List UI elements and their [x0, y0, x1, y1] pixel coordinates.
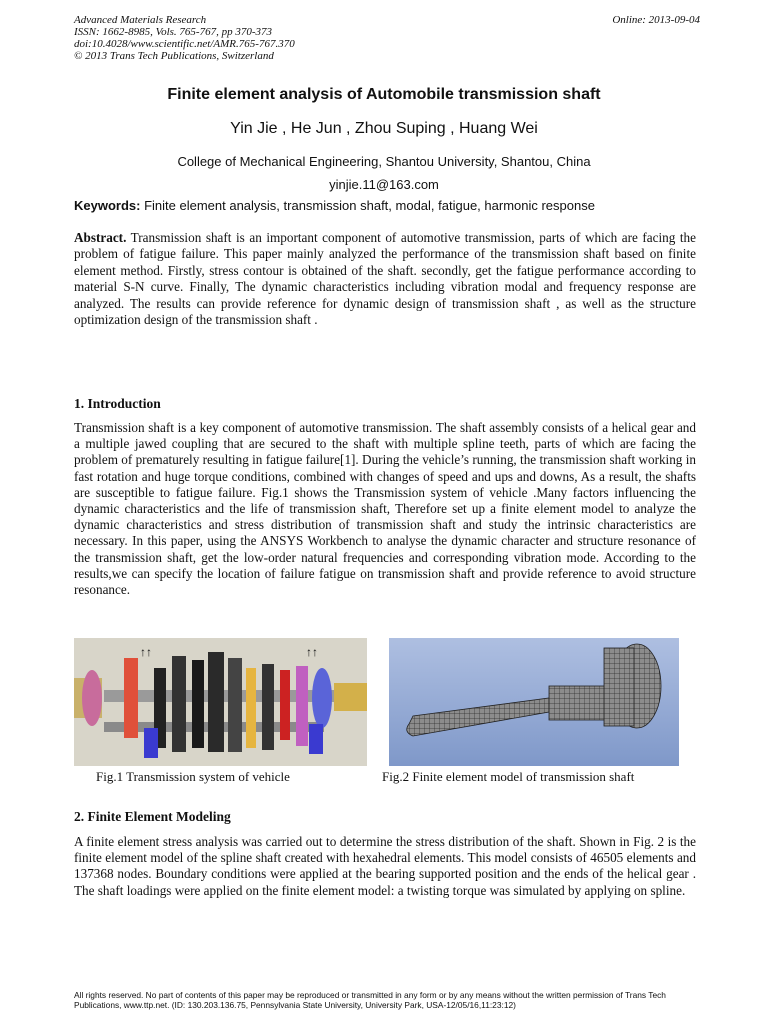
- online-date: Online: 2013-09-04: [612, 14, 700, 26]
- keywords-line: [74, 198, 595, 213]
- journal-name: Advanced Materials Research: [74, 14, 207, 26]
- introduction-text: Transmission shaft is a key component of automotive transmission. The shaft assembly consists of a helical gear and a multiple jawed coupling that are secured to the shaft with multiple spline teeth, parts of which are facing the problem of prematurely resulting in fatigue failure[1]. During the vehicle’s running, the transmission shaft working in fast rotation and huge torque conditions, combined with changes of speed and ups and downs, As a result, the shafts are susceptible to fatigue failure. Fig.1 shows the Transmission system of vehicle .Many factors influencing the dynamic characteristics and the life of transmission shaft, Therefore set up a finite element model to analyze the dynamic characteristics and stress distribution of transmission shaft and study the intrinsic characteristics are necessary. In this paper, using the ANSYS Workbench to analyse the dynamic character and structure resonance of the transmission shaft, get the low-order natural frequencies and corresponding vibration mode. According to the results,we can specify the location of failure fatigue on transmission shaft and provide reference to avoid structure resonance.: [74, 420, 696, 598]
- figure-1-transmission-image: [74, 638, 367, 766]
- section-2-heading: 2. Finite Element Modeling: [74, 809, 231, 824]
- figure-2-caption: Fig.2 Finite element model of transmission shaft: [382, 769, 635, 784]
- issn-line: ISSN: 1662-8985, Vols. 765-767, pp 370-373: [74, 26, 272, 38]
- section-2-text: A finite element stress analysis was carried out to determine the stress distribution of the shaft. Shown in Fig. 2 is the finite element model of the spline shaft created with hexahedral elements. This model consists of 46505 elements and 137368 nodes. Boundary conditions were applied at the bearing supported position and the ends of the helical gear . The shaft loadings were applied on the finite element model: a twisting torque was simulated by applying on spline.: [74, 834, 696, 898]
- keywords-label: Keywords:: [74, 198, 141, 213]
- affiliation: College of Mechanical Engineering, Shantou University, Shantou, China: [177, 154, 591, 169]
- abstract-text: Transmission shaft is an important component of automotive transmission, parts of which are facing the problem of fatigue failure. This paper mainly analyzed the performance of the transmission shaft based on finite element method. Firstly, stress contour is obtained of the shaft. secondly, get the fatigue performance according to material S-N curve. Finally, The dynamic characteristics including vibration modal and frequency response are analyzed. The results can provide reference for dynamic design of transmission shaft , as well as the structure optimization design of the transmission shaft .: [74, 230, 696, 328]
- abstract-label: Abstract.: [74, 230, 127, 245]
- figure-2-fe-model-image: [389, 638, 679, 766]
- copyright-footer: All rights reserved. No part of contents of this paper may be reproduced or transmitted in any form or by any means without the written permission of Trans Tech Publications, www.ttp.net. (ID: 130.203.136.75, Pennsylvania State University, University Park, USA-12/05/16,11:23:12): [74, 990, 666, 1010]
- copyright-line: © 2013 Trans Tech Publications, Switzerland: [74, 50, 274, 62]
- svg-text:↑↑: ↑↑: [306, 645, 318, 659]
- keywords-text: Finite element analysis, transmission shaft, modal, fatigue, harmonic response: [140, 198, 595, 213]
- authors: Yin Jie , He Jun , Zhou Suping , Huang Wei: [230, 120, 538, 137]
- introduction-heading: 1. Introduction: [74, 396, 161, 411]
- doi-line: doi:10.4028/www.scientific.net/AMR.765-767.370: [74, 38, 295, 50]
- page-header: [74, 14, 700, 62]
- figure-1-caption: Fig.1 Transmission system of vehicle: [96, 769, 290, 784]
- paper-title: Finite element analysis of Automobile transmission shaft: [167, 86, 601, 103]
- svg-text:↑↑: ↑↑: [140, 645, 152, 659]
- abstract: [74, 230, 696, 328]
- author-email: yinjie.11@163.com: [329, 177, 439, 192]
